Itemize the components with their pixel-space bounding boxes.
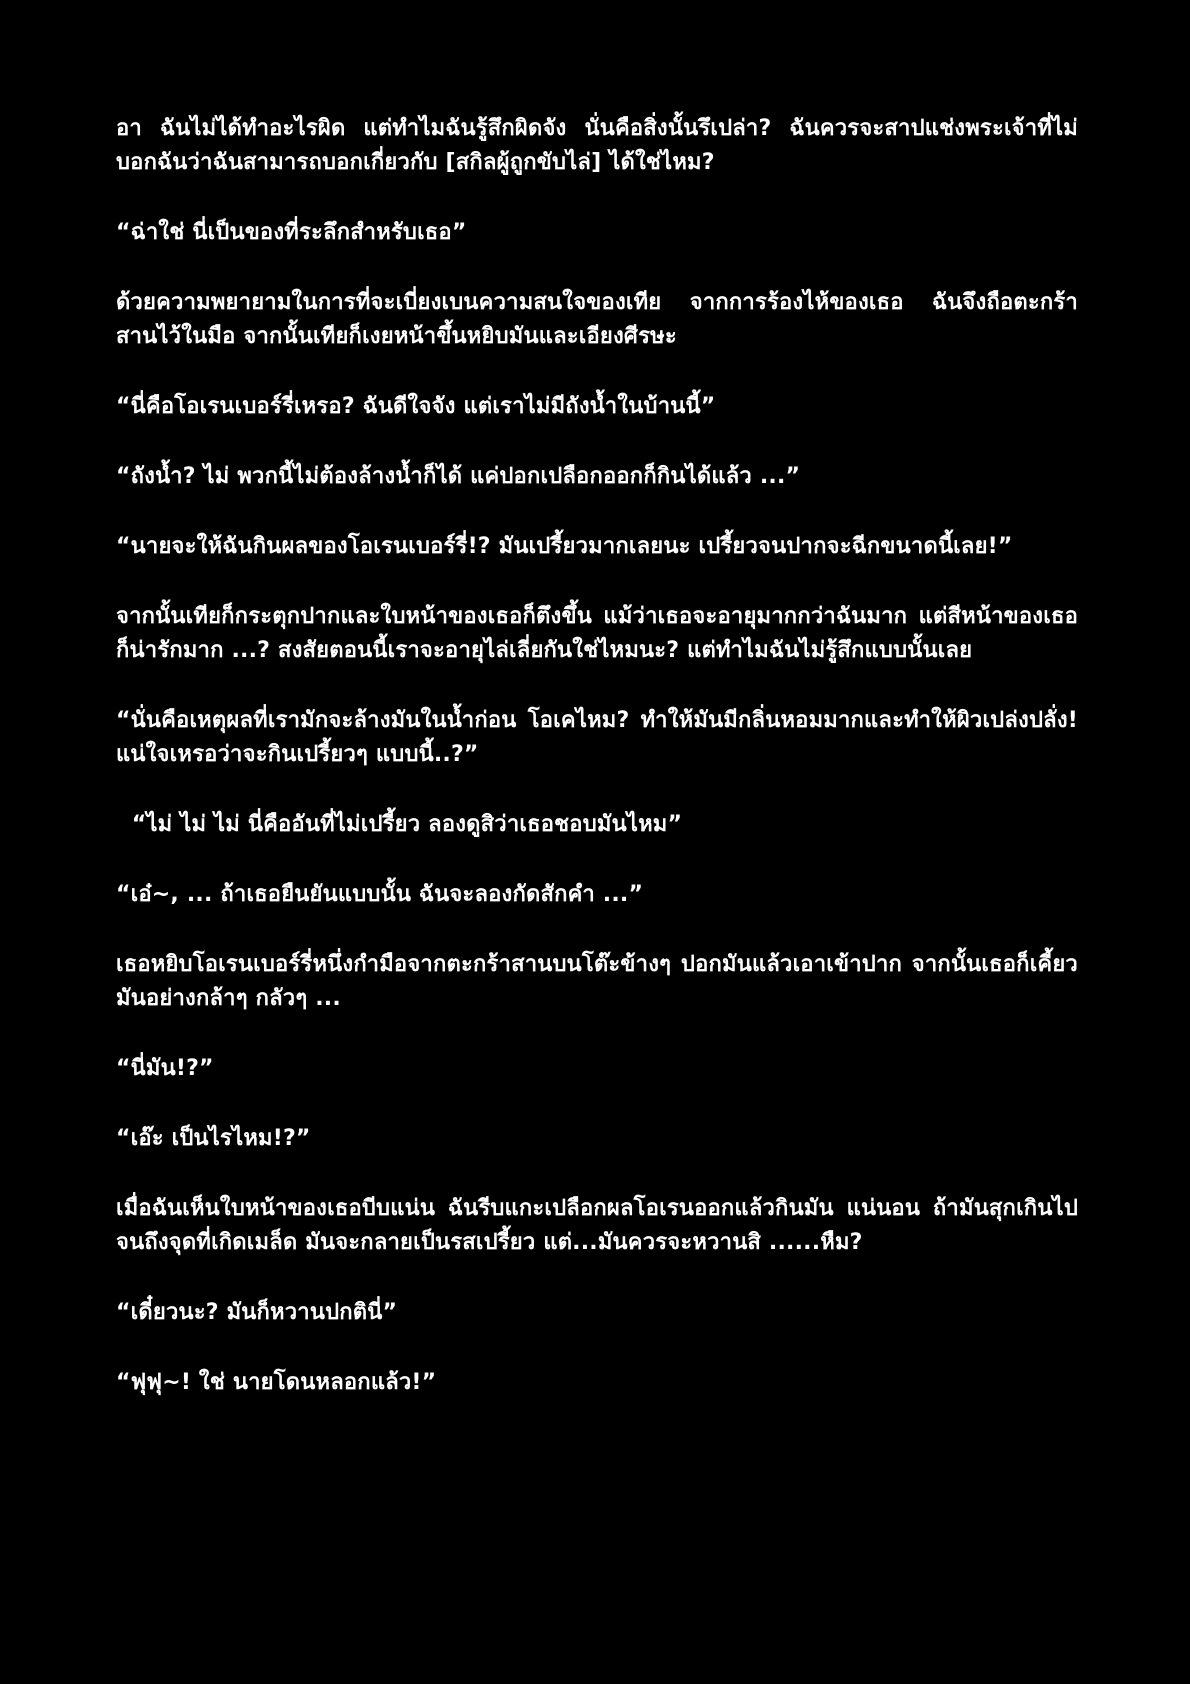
dialogue-paragraph: “เดี๋ยวนะ? มันก็หวานปกตินี่” <box>116 1300 398 1325</box>
dialogue-paragraph: “ถังน้ำ? ไม่ พวกนี้ไม่ต้องล้างน้ำก็ได้ แค่ปอกเปลือกออกก็กินได้แล้ว ...” <box>116 464 801 489</box>
narration-paragraph: ด้วยความพยายามในการที่จะเบี่ยงเบนความสนใจของเทีย จากการร้องไห้ของเธอ ฉันจึงถือตะกร้าสานไว้ในมือ จากนั้นเทียก็เงยหน้าขึ้นหยิบมันและเอียงศีรษะ <box>116 290 1078 349</box>
narration-paragraph: อา ฉันไม่ได้ทำอะไรผิด แต่ทำไมฉันรู้สึกผิดจัง นั่นคือสิ่งนั้นรึเปล่า? ฉันควรจะสาปแช่งพระเจ้าที่ไม่บอกฉันว่าฉันสามารถบอกเกี่ยวกับ [สกิลผู้ถูกขับไล่] ได้ใช่ไหม? <box>116 116 1078 175</box>
dialogue-paragraph: “นี่คือโอเรนเบอร์รี่เหรอ? ฉันดีใจจัง แต่เราไม่มีถังน้ำในบ้านนี้” <box>116 394 716 419</box>
narration-paragraph: เมื่อฉันเห็นใบหน้าของเธอบีบแน่น ฉันรีบแกะเปลือกผลโอเรนออกแล้วกินมัน แน่นอน ถ้ามันสุกเกินไปจนถึงจุดที่เกิดเมล็ด มันจะกลายเป็นรสเปรี้ยว แต่...มันควรจะหวานสิ ......หืม? <box>116 1196 1078 1255</box>
story-text <box>116 112 1086 1436</box>
narration-paragraph: เธอหยิบโอเรนเบอร์รี่หนึ่งกำมือจากตะกร้าสานบนโต๊ะข้างๆ ปอกมันแล้วเอาเข้าปาก จากนั้นเธอก็เคี้ยวมันอย่างกล้าๆ กลัวๆ ... <box>116 952 1078 1011</box>
dialogue-paragraph: “นั่นคือเหตุผลที่เรามักจะล้างมันในน้ำก่อน โอเคไหม? ทำให้มันมีกลิ่นหอมมากและทำให้ผิวเปล่งปลั่ง! แน่ใจเหรอว่าจะกินเปรี้ยวๆ แบบนี้..?” <box>116 708 1086 767</box>
dialogue-paragraph: “เอ๊ะ เป็นไรไหม!?” <box>116 1126 311 1151</box>
narration-paragraph: จากนั้นเทียก็กระตุกปากและใบหน้าของเธอก็ตึงขึ้น แม้ว่าเธอจะอายุมากกว่าฉันมาก แต่สีหน้าของเธอก็น่ารักมาก ...? สงสัยตอนนี้เราจะอายุไล่เลี่ยกันใช่ไหมนะ? แต่ทำไมฉันไม่รู้สึกแบบนั้นเลย <box>116 604 1078 663</box>
dialogue-paragraph: “เอ๋~, ... ถ้าเธอยืนยันแบบนั้น ฉันจะลองกัดสักคำ ...” <box>116 882 644 907</box>
dialogue-paragraph: “ฟุฟุ~! ใช่ นายโดนหลอกแล้ว!” <box>116 1370 437 1395</box>
dialogue-paragraph: “ฉ่าใช่ นี่เป็นของที่ระลึกสำหรับเธอ” <box>116 220 467 245</box>
dialogue-paragraph: “ไม่ ไม่ ไม่ นี่คืออันที่ไม่เปรี้ยว ลองดูสิว่าเธอชอบมันไหม” <box>116 812 683 837</box>
dialogue-paragraph: “นายจะให้ฉันกินผลของโอเรนเบอร์รี่!? มันเปรี้ยวมากเลยนะ เปรี้ยวจนปากจะฉีกขนาดนี้เลย!” <box>116 534 1013 559</box>
dialogue-paragraph: “นี่มัน!?” <box>116 1056 214 1081</box>
